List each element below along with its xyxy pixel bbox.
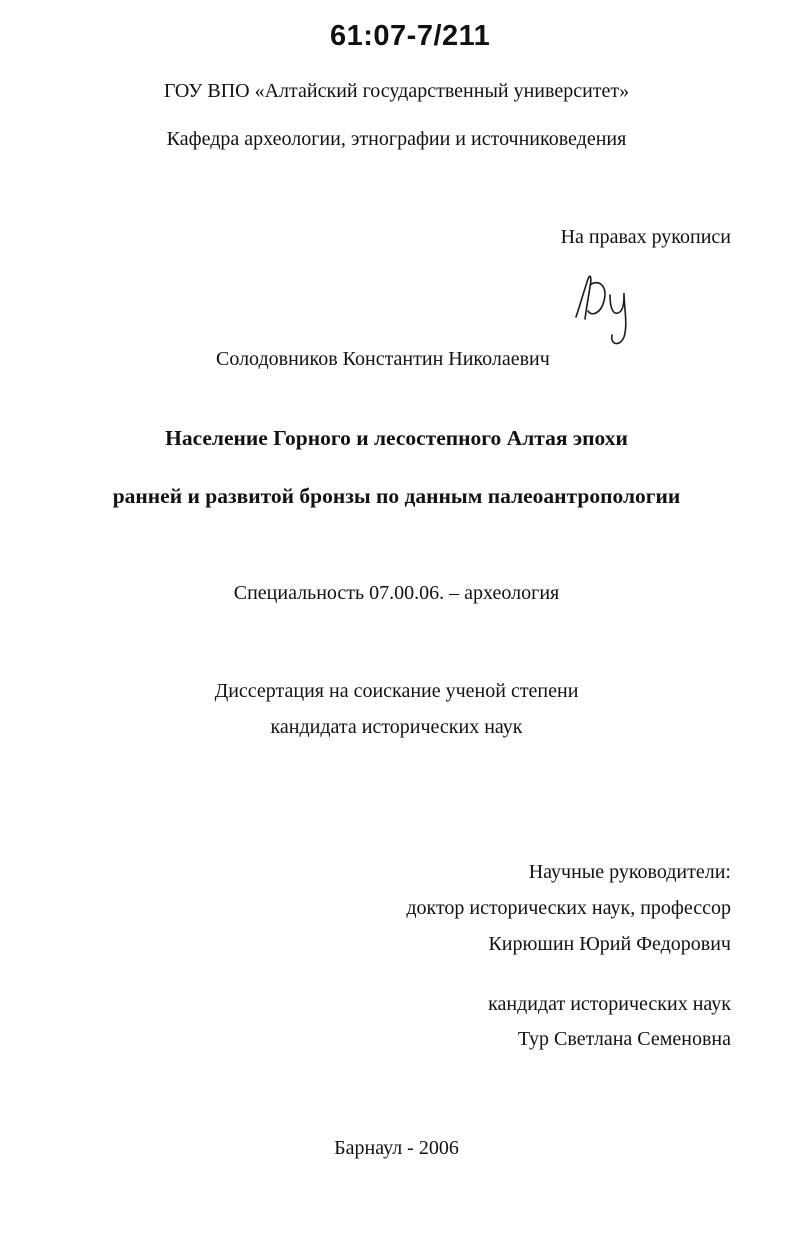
degree-line-1: Диссертация на соискание ученой степени bbox=[214, 680, 579, 702]
registry-number: 61:07-7/211 bbox=[330, 20, 491, 52]
supervisor-1-name: Кирюшин Юрий Федорович bbox=[488, 933, 731, 955]
department: Кафедра археологии, этнографии и источниковедения bbox=[166, 128, 627, 150]
supervisors-heading: Научные руководители: bbox=[528, 861, 731, 883]
supervisor-2-title: кандидат исторических наук bbox=[488, 993, 731, 1015]
supervisor-1-title: доктор исторических наук, профессор bbox=[406, 897, 731, 919]
specialty: Специальность 07.00.06. – археология bbox=[233, 582, 560, 604]
manuscript-note: На правах рукописи bbox=[560, 226, 731, 248]
degree-line-2: кандидата исторических наук bbox=[270, 716, 523, 738]
dissertation-title-line-1: Население Горного и лесостепного Алтая эпохи bbox=[165, 426, 628, 450]
author-name: Солодовников Константин Николаевич bbox=[216, 348, 550, 370]
dissertation-title-line-2: ранней и развитой бронзы по данным палеоантропологии bbox=[112, 484, 681, 508]
institution: ГОУ ВПО «Алтайский государственный университет» bbox=[163, 80, 630, 102]
signature-icon bbox=[568, 265, 648, 350]
supervisor-2-name: Тур Светлана Семеновна bbox=[517, 1028, 731, 1050]
place-and-year: Барнаул - 2006 bbox=[334, 1137, 459, 1159]
